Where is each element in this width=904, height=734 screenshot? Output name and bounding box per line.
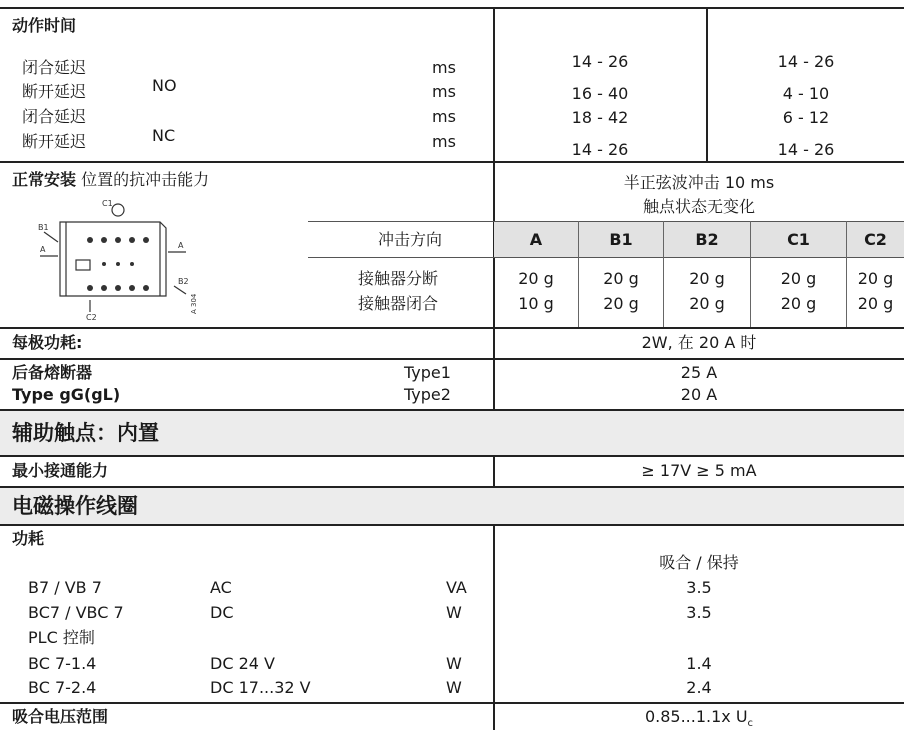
contactor-diagram bbox=[30, 194, 210, 322]
consumption-header: 功耗 bbox=[12, 529, 45, 548]
consumption-model: BC 7-2.4 bbox=[28, 678, 97, 697]
consumption-unit: W bbox=[446, 603, 462, 622]
timing-header: 动作时间 bbox=[12, 16, 77, 35]
shock-make-value: 10 g bbox=[518, 294, 554, 313]
timing-unit: ms bbox=[432, 58, 456, 77]
shock-info-line1: 半正弦波冲击 10 ms bbox=[623, 173, 775, 192]
power-loss-label: 每极功耗: bbox=[12, 333, 83, 352]
fuse-value2: 20 A bbox=[680, 385, 718, 404]
timing-value: 4 - 10 bbox=[782, 84, 830, 103]
timing-value: 14 - 26 bbox=[777, 52, 835, 71]
power-loss-value: 2W, 在 20 A 时 bbox=[641, 333, 757, 352]
timing-value: 14 - 26 bbox=[571, 140, 629, 159]
fuse-type1: Type1 bbox=[404, 363, 451, 382]
shock-make-value: 20 g bbox=[857, 294, 894, 313]
coil-section-header: 电磁操作线圈 bbox=[12, 494, 138, 518]
no-label: NO bbox=[152, 76, 177, 95]
consumption-value: 3.5 bbox=[686, 603, 712, 622]
diagram-a-left: A bbox=[40, 245, 46, 254]
consumption-type: DC 17...32 V bbox=[210, 678, 311, 697]
timing-value: 14 - 26 bbox=[571, 52, 629, 71]
shock-make-value: 20 g bbox=[603, 294, 639, 313]
fuse-type-label: Type gG(gL) bbox=[12, 385, 121, 404]
consumption-unit: W bbox=[446, 678, 462, 697]
shock-make-value: 20 g bbox=[780, 294, 817, 313]
shock-make-label: 接触器闭合 bbox=[358, 294, 439, 313]
shock-break-label: 接触器分断 bbox=[358, 269, 439, 288]
shock-break-value: 20 g bbox=[518, 269, 554, 288]
pickup-range-label: 吸合电压范围 bbox=[12, 707, 109, 726]
timing-value: 14 - 26 bbox=[777, 140, 835, 159]
timing-value: 6 - 12 bbox=[782, 108, 830, 127]
shock-break-value: 20 g bbox=[780, 269, 817, 288]
shock-break-value: 20 g bbox=[603, 269, 639, 288]
timing-value: 16 - 40 bbox=[571, 84, 629, 103]
diagram-c1: C1 bbox=[102, 199, 113, 208]
consumption-model: BC 7-1.4 bbox=[28, 654, 97, 673]
diagram-b1: B1 bbox=[38, 223, 49, 232]
min-capacity-label: 最小接通能力 bbox=[12, 461, 109, 480]
consumption-unit: W bbox=[446, 654, 462, 673]
shock-break-value: 20 g bbox=[689, 269, 725, 288]
consumption-value: 1.4 bbox=[686, 654, 712, 673]
consumption-model: PLC 控制 bbox=[28, 628, 95, 647]
fuse-label: 后备熔断器 bbox=[12, 363, 93, 382]
fuse-value1: 25 A bbox=[680, 363, 718, 382]
shock-info-line2: 触点状态无变化 bbox=[642, 197, 755, 216]
shock-make-value: 20 g bbox=[689, 294, 725, 313]
consumption-value: 2.4 bbox=[686, 678, 712, 697]
shock-title-rest: 位置的抗冲击能力 bbox=[76, 170, 210, 189]
consumption-value: 3.5 bbox=[686, 578, 712, 597]
nc-label: NC bbox=[152, 126, 176, 145]
diagram-a-right: A bbox=[178, 241, 184, 250]
direction-header: C2 bbox=[864, 230, 887, 249]
shock-break-value: 20 g bbox=[857, 269, 894, 288]
aux-section-header: 辅助触点：内置 bbox=[12, 421, 159, 445]
consumption-type: AC bbox=[210, 578, 232, 597]
timing-label: 断开延迟 bbox=[22, 132, 87, 151]
pickup-range-main: 0.85...1.1x U bbox=[644, 707, 748, 726]
pickup-range-sub: c bbox=[747, 718, 754, 730]
diagram-b2: B2 bbox=[178, 277, 189, 286]
timing-value: 18 - 42 bbox=[571, 108, 629, 127]
fuse-type2: Type2 bbox=[404, 385, 451, 404]
consumption-model: BC7 / VBC 7 bbox=[28, 603, 124, 622]
timing-unit: ms bbox=[432, 82, 456, 101]
shock-direction-label: 冲击方向 bbox=[378, 230, 443, 249]
consumption-model: B7 / VB 7 bbox=[28, 578, 102, 597]
consumption-unit: VA bbox=[446, 578, 467, 597]
direction-header: B2 bbox=[695, 230, 719, 249]
timing-label: 闭合延迟 bbox=[22, 107, 87, 126]
timing-label: 闭合延迟 bbox=[22, 58, 87, 77]
timing-unit: ms bbox=[432, 107, 456, 126]
timing-unit: ms bbox=[432, 132, 456, 151]
diagram-c2: C2 bbox=[86, 313, 97, 322]
shock-title bbox=[12, 170, 209, 190]
consumption-type: DC bbox=[210, 603, 234, 622]
timing-label: 断开延迟 bbox=[22, 82, 87, 101]
direction-header: C1 bbox=[787, 230, 810, 249]
consumption-type: DC 24 V bbox=[210, 654, 275, 673]
min-capacity-value: ≥ 17V ≥ 5 mA bbox=[641, 461, 757, 480]
diagram-code: A 304 bbox=[190, 293, 198, 314]
shock-title-bold: 正常安装 bbox=[12, 170, 77, 189]
direction-header: A bbox=[529, 230, 543, 249]
consumption-col-header: 吸合 / 保持 bbox=[659, 553, 739, 572]
direction-header: B1 bbox=[609, 230, 633, 249]
